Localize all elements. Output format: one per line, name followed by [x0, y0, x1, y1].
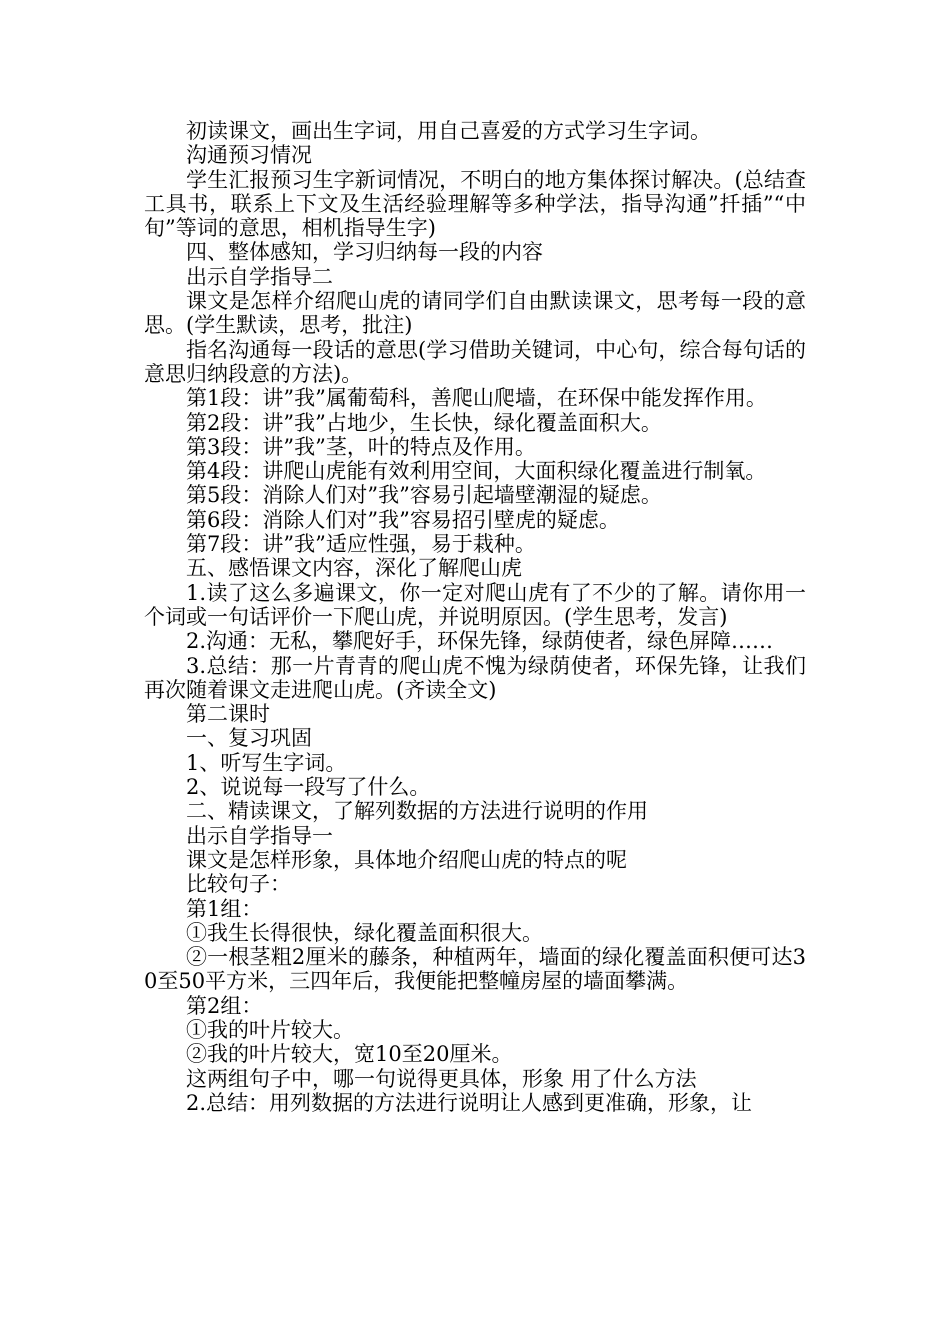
- paragraph: ②一根茎粗2厘米的藤条，种植两年，墙面的绿化覆盖面积便可达30至50平方米，三四年后，我便能把整幢房屋的墙面攀满。: [144, 945, 806, 994]
- paragraph: 2.总结：用列数据的方法进行说明让人感到更准确，形象，让: [186, 1090, 753, 1115]
- paragraph: 出示自学指导二: [186, 264, 333, 289]
- paragraph: 第5段：消除人们对”我”容易引起墙壁潮湿的疑虑。: [186, 483, 662, 508]
- section-heading: 二、精读课文，了解列数据的方法进行说明的作用: [186, 799, 648, 824]
- paragraph: ①我生长得很快，绿化覆盖面积很大。: [186, 920, 543, 945]
- document-body: [144, 119, 806, 1115]
- paragraph: ②我的叶片较大，宽10至20厘米。: [186, 1042, 513, 1067]
- paragraph: 出示自学指导一: [186, 823, 333, 848]
- paragraph: 初读课文，画出生字词，用自己喜爱的方式学习生字词。: [186, 119, 711, 143]
- paragraph: 沟通预习情况: [186, 143, 312, 168]
- paragraph: 1.读了这么多遍课文，你一定对爬山虎有了不少的了解。请你用一个词或一句话评价一下爬山虎，并说明原因。(学生思考，发言): [144, 580, 806, 629]
- paragraph: 第6段：消除人们对”我”容易招引壁虎的疑虑。: [186, 507, 620, 532]
- paragraph: 第1段：讲”我”属葡萄科，善爬山爬墙，在环保中能发挥作用。: [186, 386, 767, 411]
- paragraph: 第7段：讲”我”适应性强，易于栽种。: [186, 532, 536, 557]
- paragraph: 第2组：: [186, 993, 263, 1018]
- section-heading: 第二课时: [186, 702, 270, 727]
- paragraph: 第4段：讲爬山虎能有效利用空间，大面积绿化覆盖进行制氧。: [186, 459, 767, 484]
- paragraph: 第1组：: [186, 896, 263, 921]
- paragraph: 2.沟通：无私，攀爬好手，环保先锋，绿荫使者，绿色屏障……: [186, 629, 774, 654]
- paragraph: 这两组句子中，哪一句说得更具体，形象 用了什么方法: [186, 1066, 697, 1091]
- paragraph: 1、听写生字词。: [186, 750, 347, 775]
- paragraph: 指名沟通每一段话的意思(学习借助关键词，中心句，综合每句话的意思归纳段意的方法)。: [144, 337, 806, 386]
- section-heading: 四、整体感知，学习归纳每一段的内容: [186, 240, 543, 265]
- paragraph: 第2段：讲”我”占地少，生长快，绿化覆盖面积大。: [186, 410, 662, 435]
- paragraph: 2、说说每一段写了什么。: [186, 775, 431, 800]
- paragraph: 第3段：讲”我”茎，叶的特点及作用。: [186, 434, 536, 459]
- paragraph: 比较句子：: [186, 872, 291, 897]
- paragraph: 课文是怎样介绍爬山虎的请同学们自由默读课文，思考每一段的意思。(学生默读，思考，批注): [144, 289, 806, 338]
- section-heading: 一、复习巩固: [186, 726, 312, 751]
- paragraph: 学生汇报预习生字新词情况，不明白的地方集体探讨解决。(总结查工具书，联系上下文及生活经验理解等多种学法，指导沟通”扦插”“中旬”等词的意思，相机指导生字): [144, 167, 806, 241]
- paragraph: 课文是怎样形象，具体地介绍爬山虎的特点的呢: [186, 847, 627, 872]
- paragraph: ①我的叶片较大。: [186, 1017, 354, 1042]
- paragraph: 3.总结：那一片青青的爬山虎不愧为绿荫使者，环保先锋，让我们再次随着课文走进爬山虎。(齐读全文): [144, 653, 806, 702]
- section-heading: 五、感悟课文内容，深化了解爬山虎: [186, 556, 522, 581]
